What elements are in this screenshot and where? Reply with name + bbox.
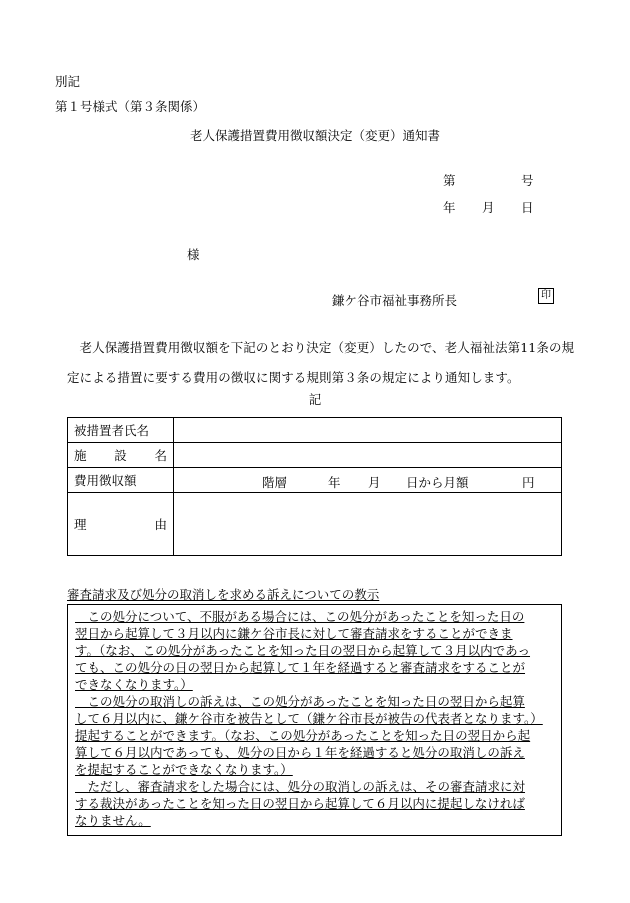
label-hiyou <box>68 468 174 493</box>
betsuki-label: 別記 <box>55 74 81 89</box>
notice-line: この処分の取消しの訴えは、この処分があったことを知った日の翌日から起算 <box>75 694 525 709</box>
issuer-name: 鎌ケ谷市福祉事務所長 <box>332 293 458 308</box>
label-riyuu <box>68 493 174 556</box>
value-hisochisha[interactable] <box>174 418 562 443</box>
table-row <box>68 493 562 556</box>
label-text: 被措置者氏名 <box>74 423 150 438</box>
notice-line: 算して６月以内であっても、処分の日から１年を経過すると処分の取消しの訴え <box>75 745 525 760</box>
body-paragraph: 老人保護措置費用徴収額を下記のとおり決定（変更）したので、老人福祉法第11条の規定による措置に要する費用の徴収に関する規則第３条の規定により通知します。 <box>67 340 575 385</box>
date-month-label: 月 <box>482 200 495 215</box>
fee-kaisou: 階層 <box>262 475 288 490</box>
notice-line: ても、この処分の日の翌日から起算して１年を経過すると審査請求をすることが <box>75 660 526 675</box>
label-part: 設 <box>114 448 127 463</box>
notice-line: を提起することができなくなります。） <box>75 762 293 777</box>
value-riyuu[interactable] <box>174 493 562 556</box>
notice-box <box>67 604 562 836</box>
label-part: 由 <box>154 517 167 532</box>
notice-line: この処分について、不服がある場合には、この処分があったことを知った日の <box>75 609 525 624</box>
doc-number-go: 号 <box>521 173 534 188</box>
table-row <box>68 418 562 443</box>
label-hisochisha <box>68 418 174 443</box>
label-part: 施 <box>74 448 87 463</box>
addressee-sama: 様 <box>187 247 200 262</box>
notice-line: する裁決があったことを知った日の翌日から起算して６月以内に提起しなければ <box>75 796 525 811</box>
seal-mark: 印 <box>538 288 554 304</box>
fee-hi-kara: 日から月額 <box>406 475 469 490</box>
notice-title: 審査請求及び処分の取消しを求める訴えについての教示 <box>67 587 380 602</box>
document-title: 老人保護措置費用徴収額決定（変更）通知書 <box>189 128 440 143</box>
notice-line: なりません。 <box>75 813 151 828</box>
ki-heading: 記 <box>308 392 322 407</box>
notice-line: ただし、審査請求をした場合には、処分の取消しの訴えは、その審査請求に対 <box>75 779 526 794</box>
label-shisetsu <box>68 443 174 468</box>
label-part: 名 <box>154 448 167 463</box>
form-number: 第１号様式（第３条関係） <box>55 99 206 114</box>
fee-table <box>67 417 562 556</box>
fee-en: 円 <box>522 475 535 490</box>
notice-line: して６月以内に、鎌ケ谷市を被告として（鎌ケ谷市長が被告の代表者となります。） <box>75 711 543 726</box>
notice-line: 翌日から起算して３月以内に鎌ケ谷市長に対して審査請求をすることができま <box>75 626 513 641</box>
notice-line: 提起することができます。（なお、この処分があったことを知った日の翌日から起 <box>75 728 531 743</box>
value-hiyou[interactable] <box>174 468 562 493</box>
date-day-label: 日 <box>521 200 534 215</box>
fee-nen: 年 <box>328 475 341 490</box>
label-text: 費用徴収額 <box>74 473 137 488</box>
value-shisetsu[interactable] <box>174 443 562 468</box>
doc-number-dai: 第 <box>443 173 456 188</box>
fee-tsuki: 月 <box>368 475 381 490</box>
notice-line: す。（なお、この処分があったことを知った日の翌日から起算して３月以内であっ <box>75 643 531 658</box>
notice-line: できなくなります。） <box>75 677 193 692</box>
table-row <box>68 468 562 493</box>
date-year-label: 年 <box>443 200 456 215</box>
table-row <box>68 443 562 468</box>
label-part: 理 <box>74 517 87 532</box>
